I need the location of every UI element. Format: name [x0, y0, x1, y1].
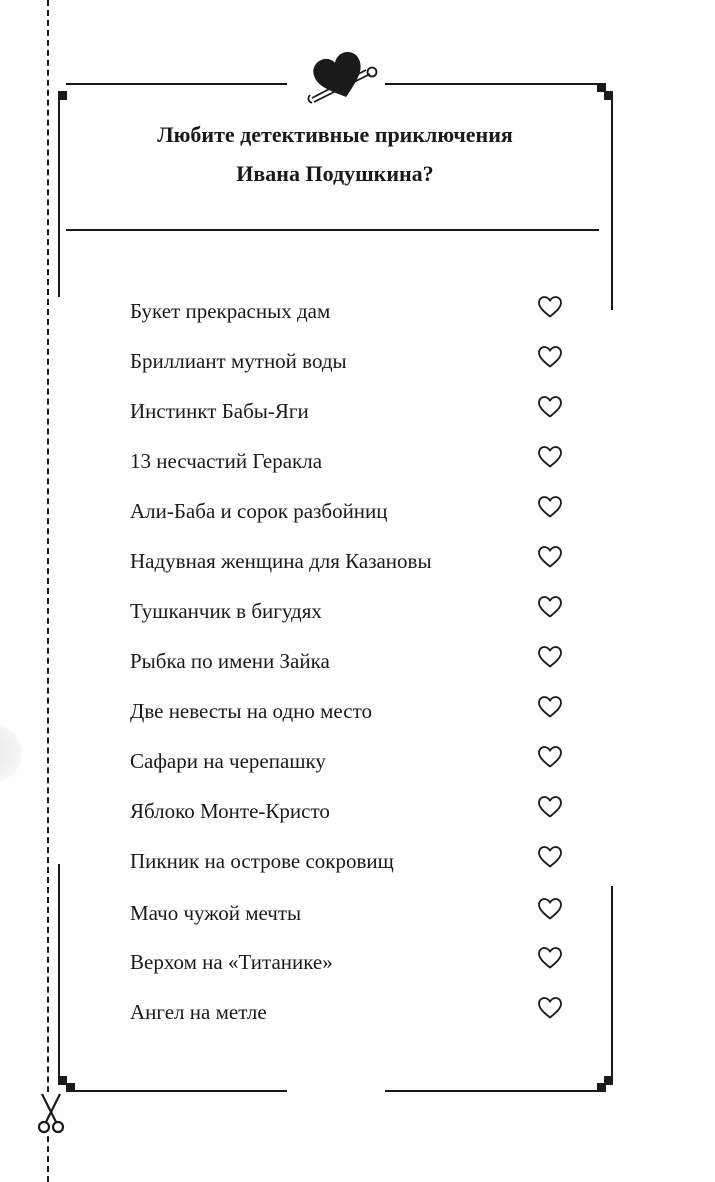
book-title: Пикник на острове сокровищ [130, 849, 394, 873]
list-item [130, 545, 570, 575]
heart-outline-icon[interactable] [537, 495, 563, 519]
heart-outline-icon[interactable] [537, 695, 563, 719]
book-title: Рыбка по имени Зайка [130, 649, 330, 673]
list-item [130, 495, 570, 525]
heart-outline-icon[interactable] [537, 445, 563, 469]
list-item [130, 745, 570, 775]
heart-outline-icon[interactable] [537, 897, 563, 921]
heart-outline-icon[interactable] [537, 295, 563, 319]
heart-outline-icon[interactable] [537, 545, 563, 569]
heart-outline-icon[interactable] [537, 745, 563, 769]
list-item [130, 395, 570, 425]
heading-line-1: Любите детективные приключения [157, 122, 513, 147]
heart-outline-icon[interactable] [537, 996, 563, 1020]
book-title: Надувная женщина для Казановы [130, 549, 432, 573]
heart-outline-icon[interactable] [537, 595, 563, 619]
list-item [130, 795, 570, 825]
list-item [130, 445, 570, 475]
book-title: Ангел на метле [130, 1000, 267, 1024]
book-title: Две невесты на одно место [130, 699, 372, 723]
list-item [130, 897, 570, 927]
list-item [130, 595, 570, 625]
heading-line-2: Ивана Подушкина? [236, 161, 434, 186]
list-item [130, 946, 570, 976]
list-item [130, 345, 570, 375]
list-item [130, 695, 570, 725]
heart-outline-icon[interactable] [537, 645, 563, 669]
book-title: Букет прекрасных дам [130, 299, 331, 323]
heart-outline-icon[interactable] [537, 946, 563, 970]
list-item [130, 295, 570, 325]
list-item [130, 996, 570, 1026]
list-item [130, 845, 570, 875]
book-title: Али-Баба и сорок разбойниц [130, 499, 388, 523]
heart-outline-icon[interactable] [537, 395, 563, 419]
heart-outline-icon[interactable] [537, 845, 563, 869]
book-title: Верхом на «Титанике» [130, 950, 333, 974]
book-title: 13 несчастий Геракла [130, 449, 323, 473]
heart-outline-icon[interactable] [537, 795, 563, 819]
book-title: Сафари на черепашку [130, 749, 326, 773]
list-item [130, 645, 570, 675]
book-title: Мачо чужой мечты [130, 901, 302, 925]
book-title: Яблоко Монте-Кристо [130, 799, 330, 823]
book-title: Инстинкт Бабы-Яги [130, 399, 309, 423]
book-title: Тушканчик в бигудях [130, 599, 322, 623]
book-title: Бриллиант мутной воды [130, 349, 347, 373]
heart-outline-icon[interactable] [537, 345, 563, 369]
